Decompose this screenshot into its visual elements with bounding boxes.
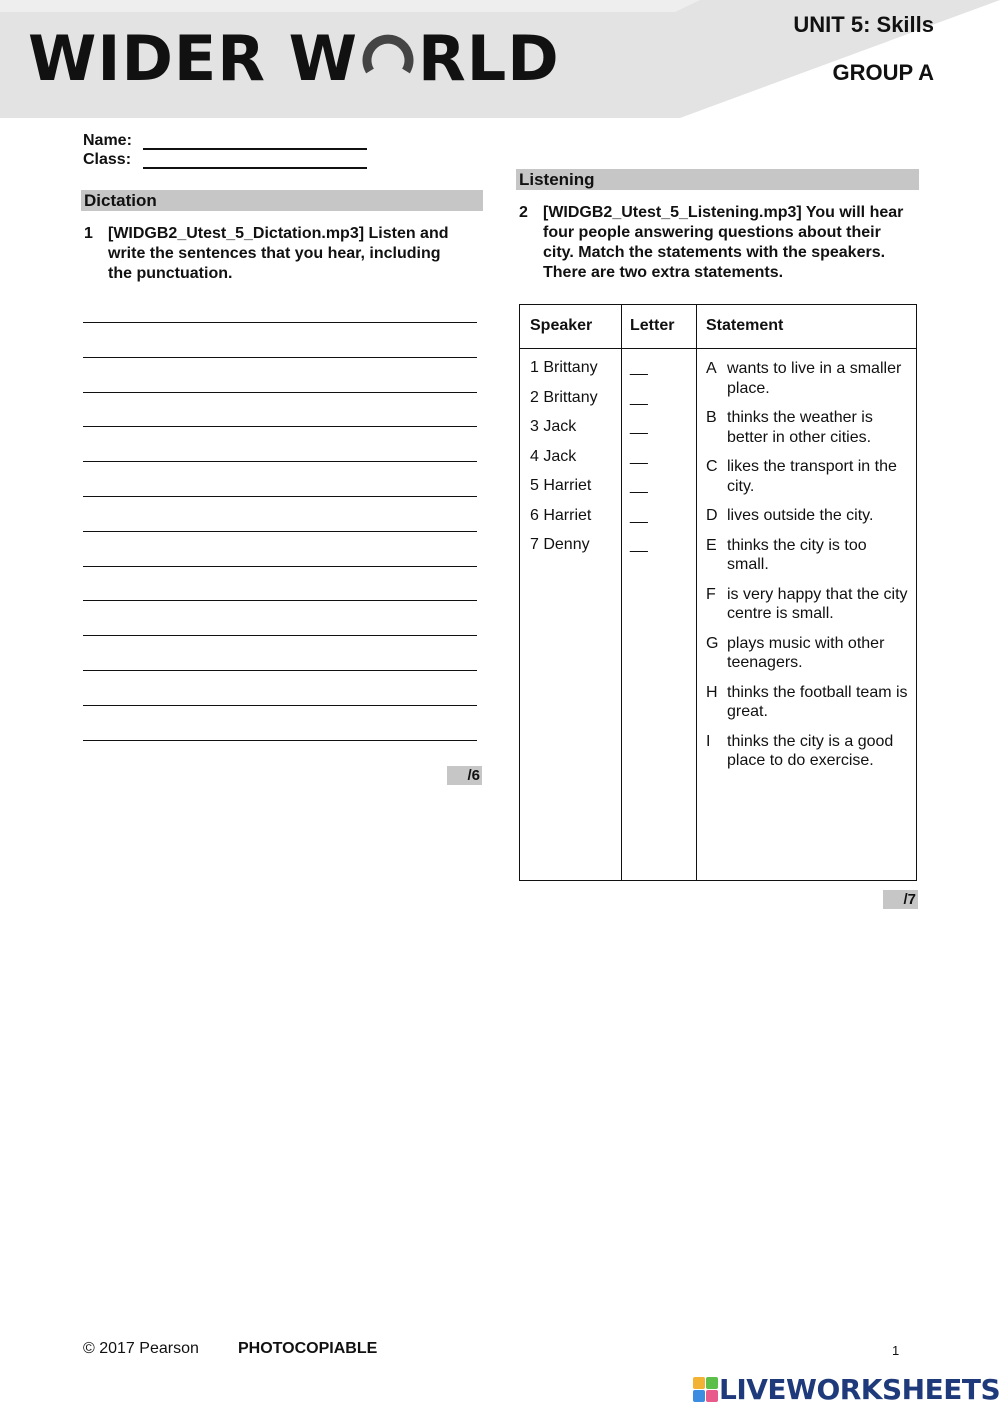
logo-ring-icon — [360, 31, 416, 87]
dictation-write-lines[interactable] — [83, 322, 477, 774]
class-input-line[interactable] — [143, 155, 367, 169]
write-line[interactable] — [83, 496, 477, 497]
statement-key: I — [706, 732, 711, 750]
letter-answer-blank[interactable]: __ — [630, 418, 648, 435]
statement-item — [706, 585, 911, 624]
statement-item — [706, 683, 911, 722]
letter-answer-blank[interactable]: __ — [630, 536, 648, 553]
letter-answer-blank[interactable]: __ — [630, 506, 648, 524]
speaker-item: 2 Brittany — [530, 388, 598, 406]
statement-key: E — [706, 536, 717, 554]
write-line[interactable] — [83, 705, 477, 706]
write-line[interactable] — [83, 531, 477, 532]
statement-text: thinks the city is a good place to do exercise. — [727, 732, 894, 769]
name-input-line[interactable] — [143, 136, 367, 150]
logo-text-right: RLD — [418, 22, 560, 95]
dictation-score: /6 — [447, 766, 482, 785]
copyright-notice: © 2017 Pearson — [83, 1340, 199, 1357]
listening-task — [519, 203, 919, 285]
letter-header: Letter — [630, 317, 675, 334]
page-number: 1 — [892, 1343, 900, 1358]
letter-answer-blank[interactable]: __ — [630, 477, 648, 494]
statement-text: thinks the city is too small. — [727, 536, 867, 573]
speaker-item: 4 Jack — [530, 447, 577, 465]
write-line[interactable] — [83, 461, 477, 462]
statement-key: D — [706, 507, 718, 524]
dictation-task-number: 1 — [84, 225, 93, 242]
statement-key: A — [706, 360, 717, 377]
statement-text: wants to live in a smaller place. — [727, 360, 902, 397]
matching-table — [519, 304, 917, 881]
speaker-item: 5 Harriet — [530, 477, 592, 494]
statement-key: G — [706, 634, 719, 652]
photocopiable-label: PHOTOCOPIABLE — [238, 1340, 378, 1357]
statement-header: Statement — [706, 317, 784, 334]
statement-text: plays music with other teenagers. — [727, 634, 885, 671]
write-line[interactable] — [83, 635, 477, 636]
dictation-instruction: [WIDGB2_Utest_5_Dictation.mp3] Listen and write the sentences that you hear, including the punctuation. — [108, 225, 449, 282]
listening-heading: Listening — [516, 169, 919, 190]
statement-item — [706, 359, 911, 398]
letter-answer-list[interactable] — [630, 359, 648, 566]
speaker-item: 7 Denny — [530, 536, 590, 553]
write-line[interactable] — [83, 740, 477, 741]
letter-answer-blank[interactable]: __ — [630, 359, 648, 376]
statement-key: F — [706, 585, 716, 603]
statement-item — [706, 732, 911, 771]
listening-score: /7 — [883, 890, 918, 909]
statement-list — [706, 359, 911, 781]
name-field[interactable] — [83, 132, 367, 150]
statement-item — [706, 457, 911, 496]
statement-item — [706, 536, 911, 575]
liveworksheets-logo-icon — [693, 1377, 719, 1403]
liveworksheets-brand[interactable] — [693, 1373, 1000, 1406]
speaker-item: 3 Jack — [530, 418, 577, 435]
write-line[interactable] — [83, 566, 477, 567]
statement-text: thinks the football team is great. — [727, 683, 908, 720]
unit-title: UNIT 5: Skills — [793, 12, 934, 37]
write-line[interactable] — [83, 357, 477, 358]
write-line[interactable] — [83, 426, 477, 427]
class-label: Class: — [83, 151, 132, 168]
statement-text: is very happy that the city centre is small. — [727, 585, 908, 622]
statement-key: H — [706, 683, 718, 701]
write-line[interactable] — [83, 600, 477, 601]
write-line[interactable] — [83, 670, 477, 671]
statement-item — [706, 408, 911, 447]
speaker-item: 6 Harriet — [530, 506, 592, 524]
statement-text: likes the transport in the city. — [727, 458, 897, 495]
liveworksheets-text: LIVEWORKSHEETS — [719, 1373, 1000, 1406]
statement-item — [706, 506, 911, 526]
class-field[interactable] — [83, 151, 367, 169]
letter-answer-blank[interactable]: __ — [630, 388, 648, 406]
write-line[interactable] — [83, 392, 477, 393]
statement-text: thinks the weather is better in other cities. — [727, 409, 873, 446]
dictation-heading: Dictation — [81, 190, 483, 211]
statement-key: C — [706, 458, 718, 475]
wider-world-logo — [28, 24, 560, 94]
statement-text: lives outside the city. — [727, 507, 874, 524]
group-title: GROUP A — [832, 60, 934, 85]
speaker-list — [530, 359, 598, 566]
logo-text-left: WIDER W — [28, 22, 358, 95]
listening-instruction: [WIDGB2_Utest_5_Listening.mp3] You will hear four people answering questions about their city. Match the statements with the speakers. There are two extra statements. — [543, 204, 904, 281]
write-line[interactable] — [83, 322, 477, 323]
listening-task-number: 2 — [519, 204, 528, 221]
letter-answer-blank[interactable]: __ — [630, 447, 648, 465]
statement-key: B — [706, 409, 717, 426]
dictation-task — [84, 224, 474, 286]
speaker-item: 1 Brittany — [530, 359, 598, 376]
statement-item — [706, 634, 911, 673]
name-label: Name: — [83, 132, 132, 149]
speaker-header: Speaker — [530, 317, 593, 334]
